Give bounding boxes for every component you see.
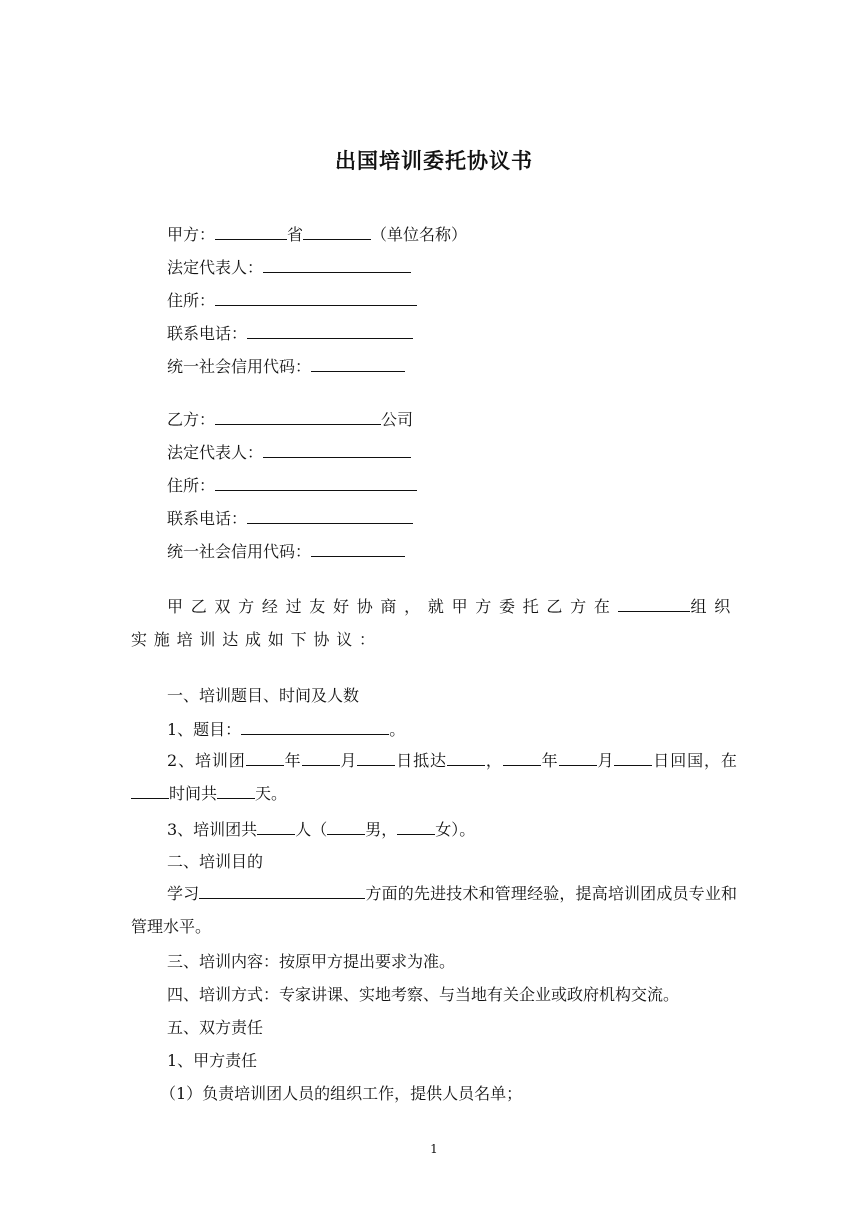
section-5-heading: 五、双方责任 [167, 1018, 264, 1037]
page-number: 1 [430, 1142, 438, 1156]
section-1-heading: 一、培训题目、时间及人数 [167, 686, 360, 705]
party-b-address-line: 住所： [167, 475, 417, 496]
party-a-credit-line: 统一社会信用代码： [167, 356, 405, 377]
purpose-paragraph: 学习 方面的先进技术和管理经验，提高培训团成员专业和管理水平。 [131, 884, 737, 936]
section-2-heading: 二、培训目的 [167, 852, 264, 871]
party-a-duty-1: （1）负责培训团人员的组织工作，提供人员名单； [160, 1084, 523, 1103]
party-a-blank [215, 224, 287, 240]
section-4-heading: 四、培训方式：专家讲课、实地考察、与当地有关企业或政府机构交流。 [167, 985, 680, 1004]
document-title: 出国培训委托协议书 [335, 148, 533, 173]
intro-paragraph: 甲乙双方经过友好协商，就甲方委托乙方在 组织实施培训达成如下协议： [131, 597, 737, 649]
intro-blank [618, 596, 690, 612]
party-a-rep-blank [263, 257, 411, 273]
item-1-topic: 1、题目： 。 [167, 720, 406, 739]
party-b-label: 乙方： [167, 410, 216, 429]
section-3-heading: 三、培训内容：按原甲方提出要求为准。 [167, 952, 456, 971]
party-a-credit-blank [311, 356, 405, 372]
party-a-address-line: 住所： [167, 290, 417, 311]
party-b-rep-blank [263, 442, 411, 458]
province-blank [303, 224, 371, 240]
party-a-label: 甲方： [167, 225, 216, 244]
party-a-phone-line: 联系电话： [167, 323, 413, 344]
party-a-rep-line: 法定代表人： [167, 257, 411, 278]
item-3-headcount: 3、培训团共 人（ 男， 女）。 [167, 820, 476, 839]
party-b-phone-blank [247, 508, 413, 524]
party-b-credit-blank [311, 541, 405, 557]
party-b-blank [215, 409, 381, 425]
party-b-address-blank [215, 475, 417, 491]
party-b-line: 乙方： 公司 [167, 410, 414, 429]
party-b-phone-line: 联系电话： [167, 508, 413, 529]
party-b-credit-line: 统一社会信用代码： [167, 541, 405, 562]
party-a-address-blank [215, 290, 417, 306]
purpose-blank [199, 883, 365, 899]
party-a-line: 甲方： 省 （单位名称） [167, 225, 468, 244]
topic-blank [241, 719, 389, 735]
party-a-duties-heading: 1、甲方责任 [167, 1051, 258, 1070]
party-b-rep-line: 法定代表人： [167, 442, 411, 463]
party-a-phone-blank [247, 323, 413, 339]
item-2-schedule: 2、培训团 年 月 日抵达 ， 年 月 日回国，在时间共 天。 [131, 744, 737, 810]
